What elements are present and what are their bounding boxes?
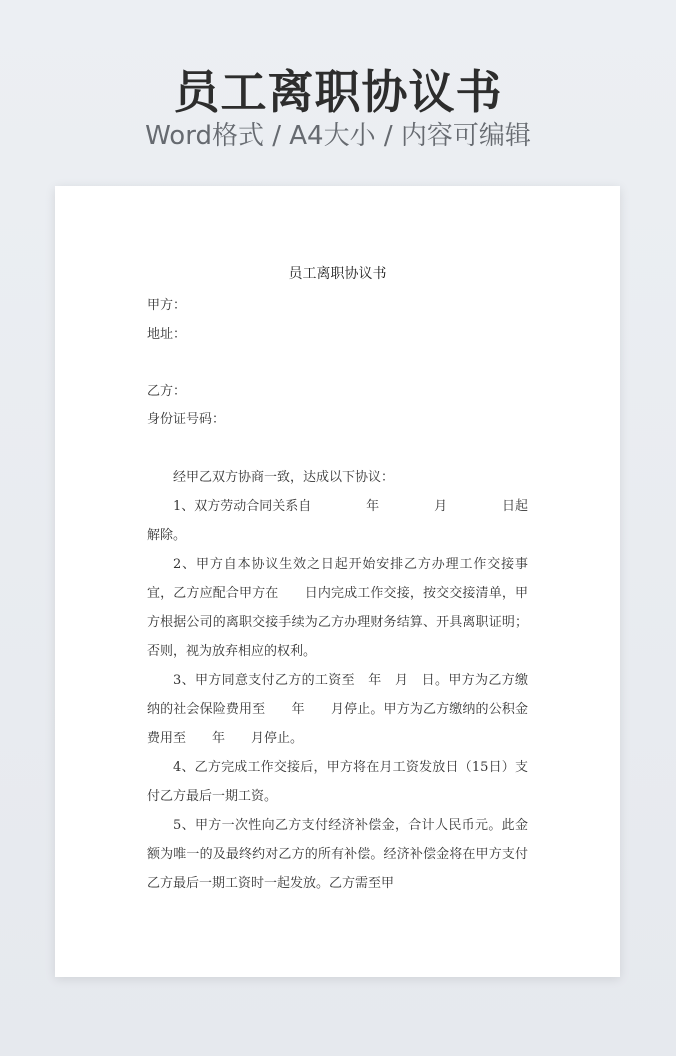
document-page bbox=[55, 186, 620, 977]
clause-3: 3、甲方同意支付乙方的工资至 年 月 日。甲方为乙方缴纳的社会保险费用至 年 月停止。甲方为乙方缴纳的公积金费用至 年 月停止。 bbox=[147, 673, 528, 746]
spacer bbox=[147, 349, 528, 378]
document-title: 员工离职协议书 bbox=[288, 266, 387, 282]
document-body bbox=[147, 264, 528, 898]
clause-5: 5、甲方一次性向乙方支付经济补偿金，合计人民币元。此金额为唯一的及最终约对乙方的所有补偿。经济补偿金将在甲方支付乙方最后一期工资时一起发放。乙方需至甲 bbox=[147, 818, 528, 891]
address-label: 地址： bbox=[147, 326, 187, 342]
clause-1-start: 1、双方劳动合同关系自 bbox=[173, 499, 312, 514]
clause-1-year: 年 bbox=[366, 499, 380, 514]
clause-1-tail: 解除。 bbox=[147, 528, 187, 543]
party-a-label: 甲方： bbox=[147, 298, 187, 313]
clause-4: 4、乙方完成工作交接后，甲方将在月工资发放日（15日）支付乙方最后一期工资。 bbox=[147, 760, 528, 804]
banner-subtitle: Word格式 / A4大小 / 内容可编辑 bbox=[145, 121, 531, 151]
intro-paragraph: 经甲乙双方协商一致，达成以下协议： bbox=[173, 470, 395, 485]
clause-1-month: 月 bbox=[434, 499, 448, 514]
clause-1 bbox=[147, 492, 528, 521]
party-b-label: 乙方： bbox=[147, 383, 187, 399]
clause-2: 2、甲方自本协议生效之日起开始安排乙方办理工作交接事宜，乙方应配合甲方在 日内完成工作交接，按交交接清单，甲方根据公司的离职交接手续为乙方办理财务结算、开具离职证明；否则，视为放弃相应的权利。 bbox=[147, 557, 528, 659]
banner-title: 员工离职协议书 bbox=[173, 65, 503, 119]
id-number-label: 身份证号码： bbox=[147, 412, 226, 427]
spacer bbox=[147, 435, 528, 464]
clause-1-day: 日起 bbox=[501, 499, 528, 514]
